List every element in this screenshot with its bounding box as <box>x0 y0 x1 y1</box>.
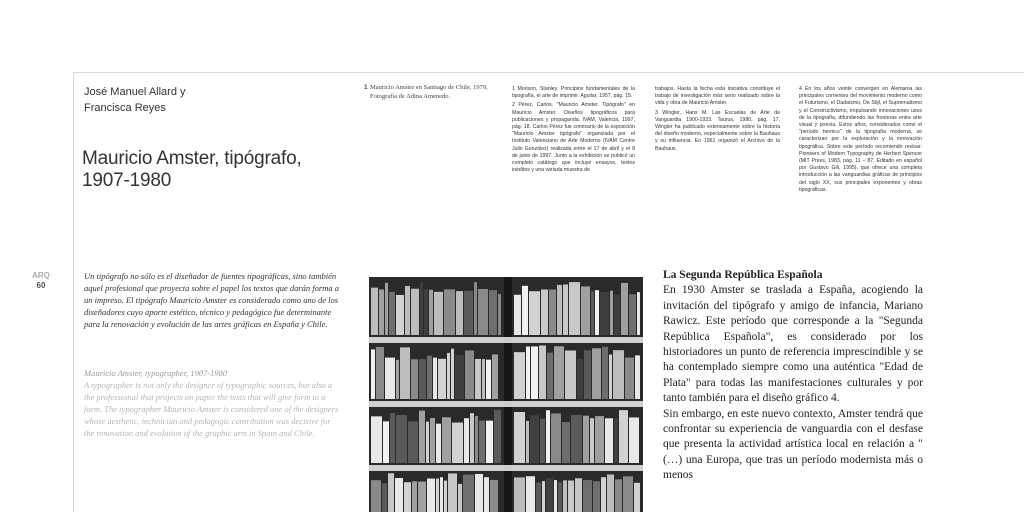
book-spine <box>571 415 582 463</box>
book-spine <box>575 478 582 512</box>
book-spine <box>434 292 443 335</box>
abstract-english-heading: Mauricio Amster, typographer, 1907-1980 <box>84 368 228 378</box>
book-spine <box>444 289 455 335</box>
book-spine <box>411 359 418 399</box>
book-spine <box>583 416 589 463</box>
book-spine <box>629 294 636 335</box>
book-spine <box>536 483 541 512</box>
abstract-english-text: A typographer is not only the designer of typographic sources, but also a the professional that projects on paper the texts that will give form to a form. The typographer Mauricio Amster is considered one of the designers whose aesthetic, technician and pedagogic contribution was decisive for the renovation and evolution of the graphic arts in Spain and Chile. <box>84 380 339 439</box>
book-spine <box>486 421 493 463</box>
book-spine <box>614 295 620 335</box>
book-spine <box>554 346 564 399</box>
book-spine <box>442 417 451 463</box>
body-paragraph: Sin embargo, en este nuevo contexto, Amster tendrá que confrontar su experiencia de vanguardia con el desfase que presenta la actividad artística local en relación a "(…) una Europa, que tras un período modernista más o menos <box>663 407 923 482</box>
book-spine <box>494 410 501 463</box>
book-spine <box>601 477 606 512</box>
book-spine <box>379 289 384 335</box>
book-spine <box>577 359 583 399</box>
book-spine <box>541 289 548 335</box>
book-spine <box>547 353 553 399</box>
footnote: trabajos. Hasta la fecha esta iniciativa constituye el trabajo de investigación más serio realizado sobre la vida y obra de Mauricio Amster. <box>655 86 780 107</box>
book-spine <box>426 422 429 463</box>
body-text <box>663 268 923 484</box>
book-spine <box>526 421 529 463</box>
book-spine <box>444 481 447 512</box>
body-paragraph: En 1930 Amster se traslada a España, acogiendo la invitación del tipógrafo y amigo de infancia, Mariano Rawicz. Este período que corresponde a la "Segunda República Española", es considerado por los historiadores un punto de referencia imprescindible y se ha contemplado siempre como una auténtica "Edad de Plata" para todas las manifestaciones culturales y por tanto también para el diseño gráfico 4. <box>663 284 923 405</box>
book-spine <box>529 291 540 335</box>
footnotes-column-1 <box>512 86 635 176</box>
book-spine <box>376 347 384 399</box>
book-spine <box>390 413 395 463</box>
book-spine <box>404 482 411 512</box>
abstract-spanish: Un tipógrafo no sólo es el diseñador de fuentes tipográficas, sino también aquel profesional que proyecta sobre el papel los textos que darán forma a un impreso. El tipógrafo Mauricio Amster es considerado como uno de los diseñadores cuyo aporte estético, técnico y pedagógico fue determinante para la renovación y evolución de las artes gráficas en España y Chile. <box>84 271 339 330</box>
book-spine <box>540 419 545 463</box>
book-spine <box>629 417 639 463</box>
book-spine <box>482 359 485 399</box>
book-spine <box>591 291 594 335</box>
book-spine <box>489 290 497 335</box>
book-spine <box>569 282 580 335</box>
book-spine <box>514 412 525 463</box>
book-spine <box>607 474 614 512</box>
book-spine <box>531 346 538 399</box>
book-spine <box>433 358 437 399</box>
book-spine <box>610 291 613 335</box>
book-spine <box>479 421 485 463</box>
book-spine <box>526 347 530 399</box>
footnotes-column-2 <box>655 86 780 155</box>
book-spine <box>436 479 439 512</box>
book-spine <box>605 418 613 463</box>
bookshelf-photo <box>369 277 643 512</box>
book-spine <box>635 355 640 399</box>
book-spine <box>395 478 403 512</box>
book-spine <box>600 292 609 335</box>
caption-number: 1 <box>364 84 368 91</box>
book-spine <box>389 292 395 335</box>
figure-caption <box>364 83 490 101</box>
book-spine <box>448 473 457 512</box>
article-title <box>82 148 302 192</box>
author-line-1: José Manuel Allard y <box>84 86 186 98</box>
book-spine <box>526 476 535 512</box>
book-spine <box>475 416 478 463</box>
book-spine <box>396 295 404 335</box>
book-spine <box>609 355 612 399</box>
book-spine <box>382 483 387 512</box>
book-spine <box>452 423 463 463</box>
book-spine <box>584 350 591 399</box>
book-spine <box>474 282 477 335</box>
book-spine <box>371 349 375 399</box>
book-spine <box>592 348 601 399</box>
book-spine <box>436 424 441 463</box>
book-spine <box>490 480 498 512</box>
book-spine <box>634 483 640 512</box>
book-spine <box>427 479 435 512</box>
book-spine <box>419 411 425 463</box>
book-spine <box>405 286 410 335</box>
book-spine <box>420 282 423 335</box>
book-spine <box>514 295 521 335</box>
section-label: ARQ <box>32 271 50 280</box>
book-spine <box>486 360 491 399</box>
book-spine <box>396 360 399 399</box>
title-line-2: 1907-1980 <box>82 170 172 191</box>
footnote: 4 En los años veinte convergen en Alemania las principales corrientes del movimiento moderno como el Futurismo, el Dadaísmo, De Stijl, el Suprematismo y el Constructivismo, impulsando innovaciones usos de la tipografía, difundiendo las fronteras entre arte visual y poesía. Estos años, considerados como el "período heroico" de la tipografía moderna, se caracterizan por la exploración y la innovación tipográfica. Sobre este período recomiendo revisar: Pioneers of Modern Typography de Herbert Spencer (MIT Press, 1983, pág. 11 – 87. Editado en español por Gustavo Gili, 1995), que ofrece una completa introducción a las vanguardias gráficas de principios del siglo XX, sus principales exponentes y obras tipográficas. <box>799 86 922 193</box>
book-spine <box>475 474 483 512</box>
book-spine <box>388 473 394 512</box>
book-spine <box>411 289 419 335</box>
book-spine <box>565 351 576 399</box>
book-spine <box>400 347 410 399</box>
book-spine <box>514 477 525 512</box>
book-spine <box>456 291 463 335</box>
book-spine <box>563 285 568 335</box>
book-spine <box>595 416 604 463</box>
book-spine <box>455 355 464 399</box>
book-spine <box>447 353 450 399</box>
footnote: 2 Pérez, Carlos. "Mauricio Amster. Tipógrafo" en Mauricio Amster. Diseños tipográficos para publicaciones y propaganda, IVAM, Valencia, 1997, pág. 18. Carlos Pérez fue comisario de la exposición "Mauricio Amster tipógrafo" organizada por el Instituto Valenciano de Arte Moderno (IVAM Centre Julio González) realizada entre el 17 de abril y el 8 de junio de 1997. Junto a la exhibición se publicó un completo catálogo que incluye ensayos, textos inéditos y una variada muestra de <box>512 102 635 174</box>
book-spine <box>424 289 428 335</box>
book-spine <box>554 480 557 512</box>
book-spine <box>613 350 624 399</box>
book-spine <box>478 289 488 335</box>
section-marker <box>26 271 56 291</box>
book-spine <box>371 288 378 335</box>
book-spine <box>498 294 501 335</box>
book-spine <box>371 416 382 463</box>
book-spine <box>458 484 462 512</box>
book-spine <box>549 289 556 335</box>
book-spine <box>522 286 528 335</box>
book-spine <box>539 345 546 399</box>
footnotes-column-3 <box>799 86 922 196</box>
book-spine <box>429 290 433 335</box>
page-frame-top-rule <box>73 72 1024 73</box>
book-spine <box>623 476 633 512</box>
book-spine <box>418 482 426 512</box>
page-number: 60 <box>36 281 46 290</box>
book-spine <box>514 352 525 399</box>
footnote: 3 Wingler, Hans M. Las Escuelas de Arte de Vanguardia 1900-1933. Taurus, 1980, pág. 17. Wingler ha publicado extensamente sobre la historia del diseño moderno, especialmente sobre la Bauhaus y su influencia. En 1961 organizó el Archivo de la Bauhaus. <box>655 109 780 152</box>
book-spine <box>463 475 474 512</box>
book-spine <box>583 480 592 512</box>
book-spine <box>615 479 622 512</box>
book-spine <box>385 283 388 335</box>
book-spine <box>551 413 561 463</box>
caption-text: Mauricio Amster en Santiago de Chile, 1979, Fotografía de Adina Amenedo. <box>370 84 488 100</box>
book-spine <box>371 480 381 512</box>
book-spine <box>637 292 640 335</box>
page-frame-left-rule <box>73 72 74 512</box>
book-spine <box>385 358 395 399</box>
book-spine <box>530 415 539 463</box>
abstract-english <box>84 367 342 440</box>
book-spine <box>412 481 417 512</box>
book-spine <box>546 478 553 512</box>
book-spine <box>614 418 618 463</box>
footnote: 1 Morison, Stanley. Principios fundamentales de la tipografía, el arte de imprimir. Aguilar, 1957, pág. 15. <box>512 86 635 100</box>
book-spine <box>492 354 498 399</box>
book-spine <box>396 415 407 463</box>
book-spine <box>557 285 562 335</box>
book-spine <box>464 291 473 335</box>
book-spine <box>558 482 562 512</box>
book-spine <box>438 359 446 399</box>
book-spine <box>383 421 389 463</box>
section-heading: La Segunda República Española <box>663 269 823 281</box>
book-spine <box>568 481 574 512</box>
book-spine <box>590 418 594 463</box>
book-spine <box>593 481 600 512</box>
author-line-2: Francisca Reyes <box>84 102 166 114</box>
book-spine <box>562 422 570 463</box>
book-spine <box>470 413 474 463</box>
book-spine <box>451 349 454 399</box>
book-spine <box>408 421 418 463</box>
book-spine <box>464 418 469 463</box>
authors <box>84 84 186 116</box>
book-spine <box>619 410 628 463</box>
book-spine <box>625 358 634 399</box>
book-spine <box>542 481 545 512</box>
book-spine <box>419 359 426 399</box>
book-spine <box>546 410 550 463</box>
book-spine <box>484 477 489 512</box>
book-spine <box>430 418 435 463</box>
book-spine <box>621 283 628 335</box>
book-spine <box>475 359 481 399</box>
book-spine <box>465 350 474 399</box>
book-spine <box>427 356 432 399</box>
book-spine <box>595 290 599 335</box>
title-line-1: Mauricio Amster, tipógrafo, <box>82 148 302 169</box>
book-spine <box>602 347 608 399</box>
book-spine <box>440 477 443 512</box>
book-spine <box>581 286 590 335</box>
book-spine <box>563 480 567 512</box>
